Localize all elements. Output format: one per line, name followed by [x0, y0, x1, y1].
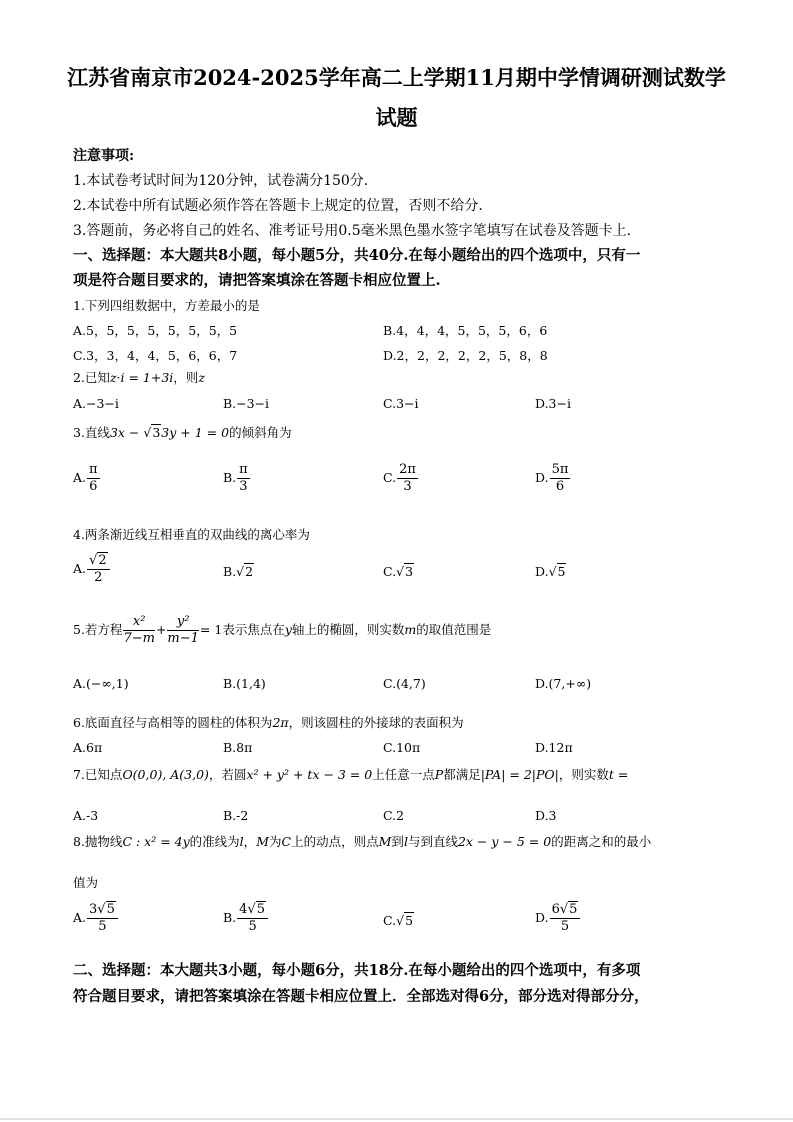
question-2-stem	[73, 369, 205, 387]
q8-m: M	[256, 834, 269, 849]
question-1-option-b: B.4，4，4，5，5，5，6，6	[383, 323, 548, 338]
question-8-stem-continued: 值为	[73, 875, 99, 890]
q8-s2: ，	[243, 834, 257, 849]
q8-c: C	[281, 834, 292, 849]
q8-a-coef: 3	[89, 902, 98, 917]
q6-math: 2π	[272, 715, 289, 730]
q8-a-label: A.	[73, 910, 87, 925]
question-2-option-c: C.3−i	[383, 396, 419, 411]
notice-item-1: 1.本试卷考试时间为120分钟，试卷满分150分.	[73, 173, 369, 189]
q8-b-num: 4√5	[237, 902, 268, 919]
exam-title-line-1: 江苏省南京市2024-2025学年高二上学期11月期中学情调研测试数学	[67, 65, 726, 90]
question-8-option-b	[223, 902, 269, 935]
question-5-option-d: D.(7,+∞)	[535, 676, 592, 691]
question-5-stem	[73, 614, 491, 647]
question-7-option-b: B.-2	[223, 808, 249, 823]
q8-b-den: 5	[248, 919, 257, 934]
q8-s6: 与到直线	[407, 834, 458, 849]
q7-var-t: t =	[608, 767, 629, 782]
question-1-stem: 1.下列四组数据中，方差最小的是	[73, 298, 260, 313]
q4-a-radicand: 2	[98, 553, 107, 568]
q5-f1-den: 7−m	[123, 631, 155, 646]
q2-prefix: 2.已知	[73, 370, 110, 385]
q2-var: z	[198, 370, 205, 385]
question-6-option-d: D.12π	[535, 740, 573, 755]
q5-fraction-2	[167, 614, 199, 647]
question-2-option-a: A.−3−i	[73, 396, 119, 411]
q4-d-radicand: 5	[557, 564, 566, 579]
q5-mid: 表示焦点在	[222, 622, 285, 637]
question-5-option-a: A.(−∞,1)	[73, 676, 129, 691]
q8-s3: 为	[269, 834, 282, 849]
q8-s4: 上的动点，则点	[291, 834, 379, 849]
q3-d-num: 5π	[551, 462, 569, 477]
q8-b-radicand: 5	[256, 902, 266, 917]
q8-b-label: B.	[223, 910, 237, 925]
question-4-option-b: B.√2	[223, 564, 254, 579]
q8-d-radicand: 5	[569, 902, 578, 917]
question-6-option-b: B.8π	[223, 740, 253, 755]
question-8-option-c: C.√5	[383, 913, 414, 928]
question-8-option-a	[73, 902, 119, 935]
q5-eq: = 1	[199, 622, 223, 637]
q8-b-fraction	[237, 902, 268, 935]
q8-d-coef: 6	[551, 902, 560, 917]
section-2-heading-line-2: 符合题目要求，请把答案填涂在答题卡相应位置上．全部选对得6分，部分选对得部分分，	[73, 988, 649, 1005]
question-4-option-d: D.√5	[535, 564, 566, 579]
notice-item-3: 3.答题前，务必将自己的姓名、准考证号用0.5毫米黑色墨水签字笔填写在试卷及答题卡上.	[73, 223, 632, 239]
q3-eq-part-b: 3y + 1 = 0	[161, 425, 230, 440]
question-3-option-a	[73, 462, 101, 495]
q3-b-den: 3	[239, 479, 248, 494]
question-3-option-c	[383, 462, 419, 495]
question-8-stem	[73, 833, 651, 851]
q5-suffix: 的取值范围是	[416, 622, 492, 637]
q4-b-radicand: 2	[245, 564, 254, 579]
question-3-stem	[73, 424, 292, 442]
q5-prefix: 5.若方程	[73, 622, 123, 637]
q5-mid2: 轴上的椭圆，则实数	[291, 622, 405, 637]
q6-suffix: ，则该圆柱的外接球的表面积为	[288, 715, 464, 730]
exam-title-line-2: 试题	[375, 105, 418, 130]
q3-a-den: 6	[89, 479, 98, 494]
q8-parabola: C : x² = 4y	[122, 834, 190, 849]
question-2-option-d: D.3−i	[535, 396, 571, 411]
q3-c-fraction	[397, 462, 418, 495]
q7-mid3: 都满足	[443, 767, 481, 782]
q8-d-fraction	[550, 902, 581, 935]
question-1-option-c: C.3，3，4，4，5，6，6，7	[73, 348, 238, 363]
q5-var-m: m	[404, 622, 417, 637]
q7-var-p: P	[434, 767, 444, 782]
q7-suffix: ，则实数	[558, 767, 609, 782]
q3-a-num: π	[89, 462, 98, 477]
q5-fraction-1	[123, 614, 155, 647]
question-7-option-d: D.3	[535, 808, 557, 823]
q7-points: O(0,0), A(3,0)	[122, 767, 209, 782]
q2-suffix: ，则	[173, 370, 199, 385]
q8-l2: l	[403, 834, 408, 849]
q3-a-label: A.	[73, 470, 87, 485]
section-1-heading-line-2: 项是符合题目要求的，请把答案填涂在答题卡相应位置上.	[73, 272, 441, 289]
page-bottom-edge	[0, 1118, 793, 1120]
question-6-option-a: A.6π	[73, 740, 103, 755]
q7-cond: |PA| = 2|PO|	[480, 767, 559, 782]
q3-b-label: B.	[223, 470, 237, 485]
question-3-option-d	[535, 462, 571, 495]
q8-prefix: 8.抛物线	[73, 834, 123, 849]
q3-suffix: 的倾斜角为	[229, 425, 292, 440]
question-5-option-c: C.(4,7)	[383, 676, 426, 691]
q8-d-label: D.	[535, 910, 549, 925]
q4-a-den: 2	[94, 570, 103, 585]
q3-b-num: π	[239, 462, 248, 477]
q3-eq-part-a: 3x −	[109, 425, 144, 440]
q3-c-den: 3	[403, 479, 412, 494]
q6-prefix: 6.底面直径与高相等的圆柱的体积为	[73, 715, 273, 730]
question-7-option-a: A.-3	[73, 808, 99, 823]
q8-l: l	[239, 834, 244, 849]
q4-a-num: √2	[87, 553, 110, 570]
q8-a-radicand: 5	[106, 902, 115, 917]
q8-line: 2x − y − 5 = 0	[457, 834, 552, 849]
q3-a-fraction	[87, 462, 100, 495]
question-3-option-b	[223, 462, 251, 495]
q4-a-label: A.	[73, 561, 87, 576]
q7-mid2: 上任意一点	[372, 767, 435, 782]
q3-d-den: 6	[555, 479, 565, 494]
q8-c-label: C.	[383, 913, 397, 928]
q5-plus: +	[155, 622, 167, 637]
q3-d-fraction	[550, 462, 571, 495]
q5-f1-num: x²	[123, 614, 155, 631]
q7-prefix: 7.已知点	[73, 767, 123, 782]
q8-s7: 的距离之和的最小	[551, 834, 652, 849]
question-8-option-d	[535, 902, 581, 935]
q4-d-label: D.	[535, 564, 549, 579]
q4-c-label: C.	[383, 564, 397, 579]
q3-sqrt3: √3	[143, 425, 161, 440]
question-7-stem	[73, 766, 628, 784]
question-6-stem	[73, 714, 464, 732]
question-4-stem: 4.两条渐近线互相垂直的双曲线的离心率为	[73, 527, 310, 542]
q8-d-den: 5	[560, 919, 570, 934]
question-4-option-a	[73, 553, 111, 586]
q5-f2-den: m−1	[167, 631, 199, 646]
q8-s1: 的准线为	[189, 834, 240, 849]
section-2-heading-line-1: 二、选择题：本大题共3小题，每小题6分，共18分.在每小题给出的四个选项中，有多项	[73, 962, 641, 979]
question-7-option-c: C.2	[383, 808, 405, 823]
question-2-option-b: B.−3−i	[223, 396, 270, 411]
q8-m2: M	[378, 834, 392, 849]
q3-d-label: D.	[535, 470, 549, 485]
q3-c-label: C.	[383, 470, 397, 485]
q8-s5: 到	[391, 834, 404, 849]
q3-c-num: 2π	[399, 462, 416, 477]
question-1-option-d: D.2，2，2，2，2，5，8，8	[383, 348, 548, 363]
q4-a-fraction	[87, 553, 110, 586]
q5-var-y: y	[284, 622, 292, 637]
q5-f2-num: y²	[167, 614, 199, 631]
notice-heading: 注意事项:	[73, 148, 135, 164]
question-4-option-c: C.√3	[383, 564, 414, 579]
q4-b-label: B.	[223, 564, 237, 579]
question-1-option-a: A.5，5，5，5，5，5，5，5	[73, 323, 238, 338]
q8-a-fraction	[87, 902, 118, 935]
question-6-option-c: C.10π	[383, 740, 421, 755]
q8-b-coef: 4	[239, 902, 248, 917]
notice-item-2: 2.本试卷中所有试题必须作答在答题卡上规定的位置，否则不给分.	[73, 198, 483, 214]
section-1-heading-line-1: 一、选择题：本大题共8小题，每小题5分，共40分.在每小题给出的四个选项中，只有一	[73, 247, 641, 264]
q3-prefix: 3.直线	[73, 425, 110, 440]
q7-mid: ，若圆	[208, 767, 247, 782]
q7-circle: x² + y² + tx − 3 = 0	[246, 767, 373, 782]
q8-a-num: 3√5	[87, 902, 118, 919]
q8-a-den: 5	[98, 919, 107, 934]
q8-d-num: 6√5	[550, 902, 581, 919]
q4-c-radicand: 3	[405, 564, 414, 579]
question-5-option-b: B.(1,4)	[223, 676, 266, 691]
q3-b-fraction	[237, 462, 250, 495]
q8-c-radicand: 5	[405, 913, 414, 928]
q2-equation: z·i = 1+3i	[109, 370, 174, 385]
